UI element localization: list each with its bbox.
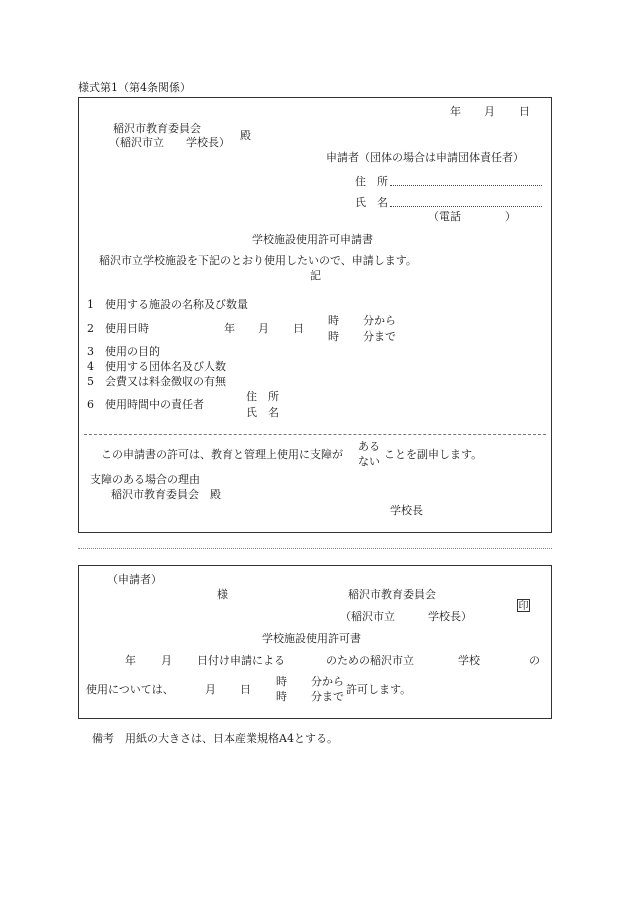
permit-line2-hour-to: 時 <box>276 690 287 703</box>
permit-issuer-board: 稲沢市教育委員会 <box>348 588 436 601</box>
item-purpose: 3 使用の目的 <box>87 345 160 358</box>
opinion-separator <box>84 434 546 435</box>
form-id: 様式第1（第4条関係） <box>78 81 191 94</box>
item-datetime-min-to: 分まで <box>363 330 396 343</box>
date-year: 年 <box>450 105 461 118</box>
item-datetime-day: 日 <box>293 322 304 335</box>
opinion-text-pre: この申請書の許可は、教育と管理上使用に支障が <box>101 448 343 461</box>
item-facility: 1 使用する施設の名称及び数量 <box>87 298 248 311</box>
permit-line1-for: のための稲沢市立 <box>326 654 414 667</box>
cut-line <box>78 548 552 549</box>
permit-issuer-school: （稲沢市立 学校長） <box>340 610 472 623</box>
permit-line2-min-from: 分から <box>311 675 344 688</box>
permit-sama: 様 <box>217 588 228 601</box>
permit-line1-year: 年 <box>125 654 136 667</box>
permit-line2-use: 使用については、 <box>86 683 174 696</box>
application-title: 学校施設使用許可申請書 <box>252 233 373 246</box>
item-responsible-address: 住 所 <box>246 390 279 403</box>
applicant-address-line <box>390 185 542 186</box>
item-group: 4 使用する団体名及び人数 <box>87 360 226 373</box>
opinion-aru: ある <box>358 440 380 453</box>
applicant-phone: （電話 ） <box>428 210 516 223</box>
permit-line2-end: 許可します。 <box>346 683 412 696</box>
permit-line2-hour-from: 時 <box>276 675 287 688</box>
applicant-heading: 申請者（団体の場合は申請団体責任者） <box>326 151 524 164</box>
permit-line1-school: 学校 <box>458 654 480 667</box>
permit-line1-month: 月 <box>161 654 172 667</box>
applicant-name-line <box>390 206 542 207</box>
addressee-school: （稲沢市立 学校長） <box>109 136 230 149</box>
item-datetime-min-from: 分から <box>363 314 396 327</box>
permit-applicant-label: （申請者） <box>107 573 162 586</box>
permit-line2-month: 月 <box>205 683 216 696</box>
date-month: 月 <box>484 105 495 118</box>
applicant-name-label: 氏 名 <box>355 196 388 209</box>
permit-line1-no: の <box>529 654 540 667</box>
date-day: 日 <box>519 105 530 118</box>
item-responsible: 6 使用時間中の責任者 <box>87 398 204 411</box>
item-datetime-month: 月 <box>258 322 269 335</box>
applicant-address-label: 住 所 <box>355 175 388 188</box>
application-intro: 稲沢市立学校施設を下記のとおり使用したいので、申請します。 <box>99 254 417 267</box>
principal-label: 学校長 <box>390 504 423 517</box>
item-datetime-hour-to: 時 <box>328 330 339 343</box>
item-datetime-hour-from: 時 <box>328 314 339 327</box>
item-fee: 5 会費又は料金徴収の有無 <box>87 375 226 388</box>
addressee-honorific: 殿 <box>240 129 251 142</box>
opinion-nai: ない <box>358 455 380 468</box>
item-datetime: 2 使用日時 <box>87 322 149 335</box>
opinion-text-post: ことを副申します。 <box>384 448 483 461</box>
item-datetime-year: 年 <box>224 322 235 335</box>
ki-heading: 記 <box>310 269 321 282</box>
permit-line2-day: 日 <box>240 683 251 696</box>
permit-title: 学校施設使用許可書 <box>262 632 361 645</box>
seal-mark: 印 <box>518 601 529 612</box>
reason-label: 支障のある場合の理由 <box>90 473 200 486</box>
reason-addressee: 稲沢市教育委員会 殿 <box>111 488 221 501</box>
addressee-board: 稲沢市教育委員会 <box>113 122 201 135</box>
item-responsible-name: 氏 名 <box>246 406 279 419</box>
permit-line2-min-to: 分まで <box>311 690 344 703</box>
permit-line1-date-app: 日付け申請による <box>197 654 285 667</box>
footnote: 備考 用紙の大きさは、日本産業規格A4とする。 <box>92 732 338 745</box>
